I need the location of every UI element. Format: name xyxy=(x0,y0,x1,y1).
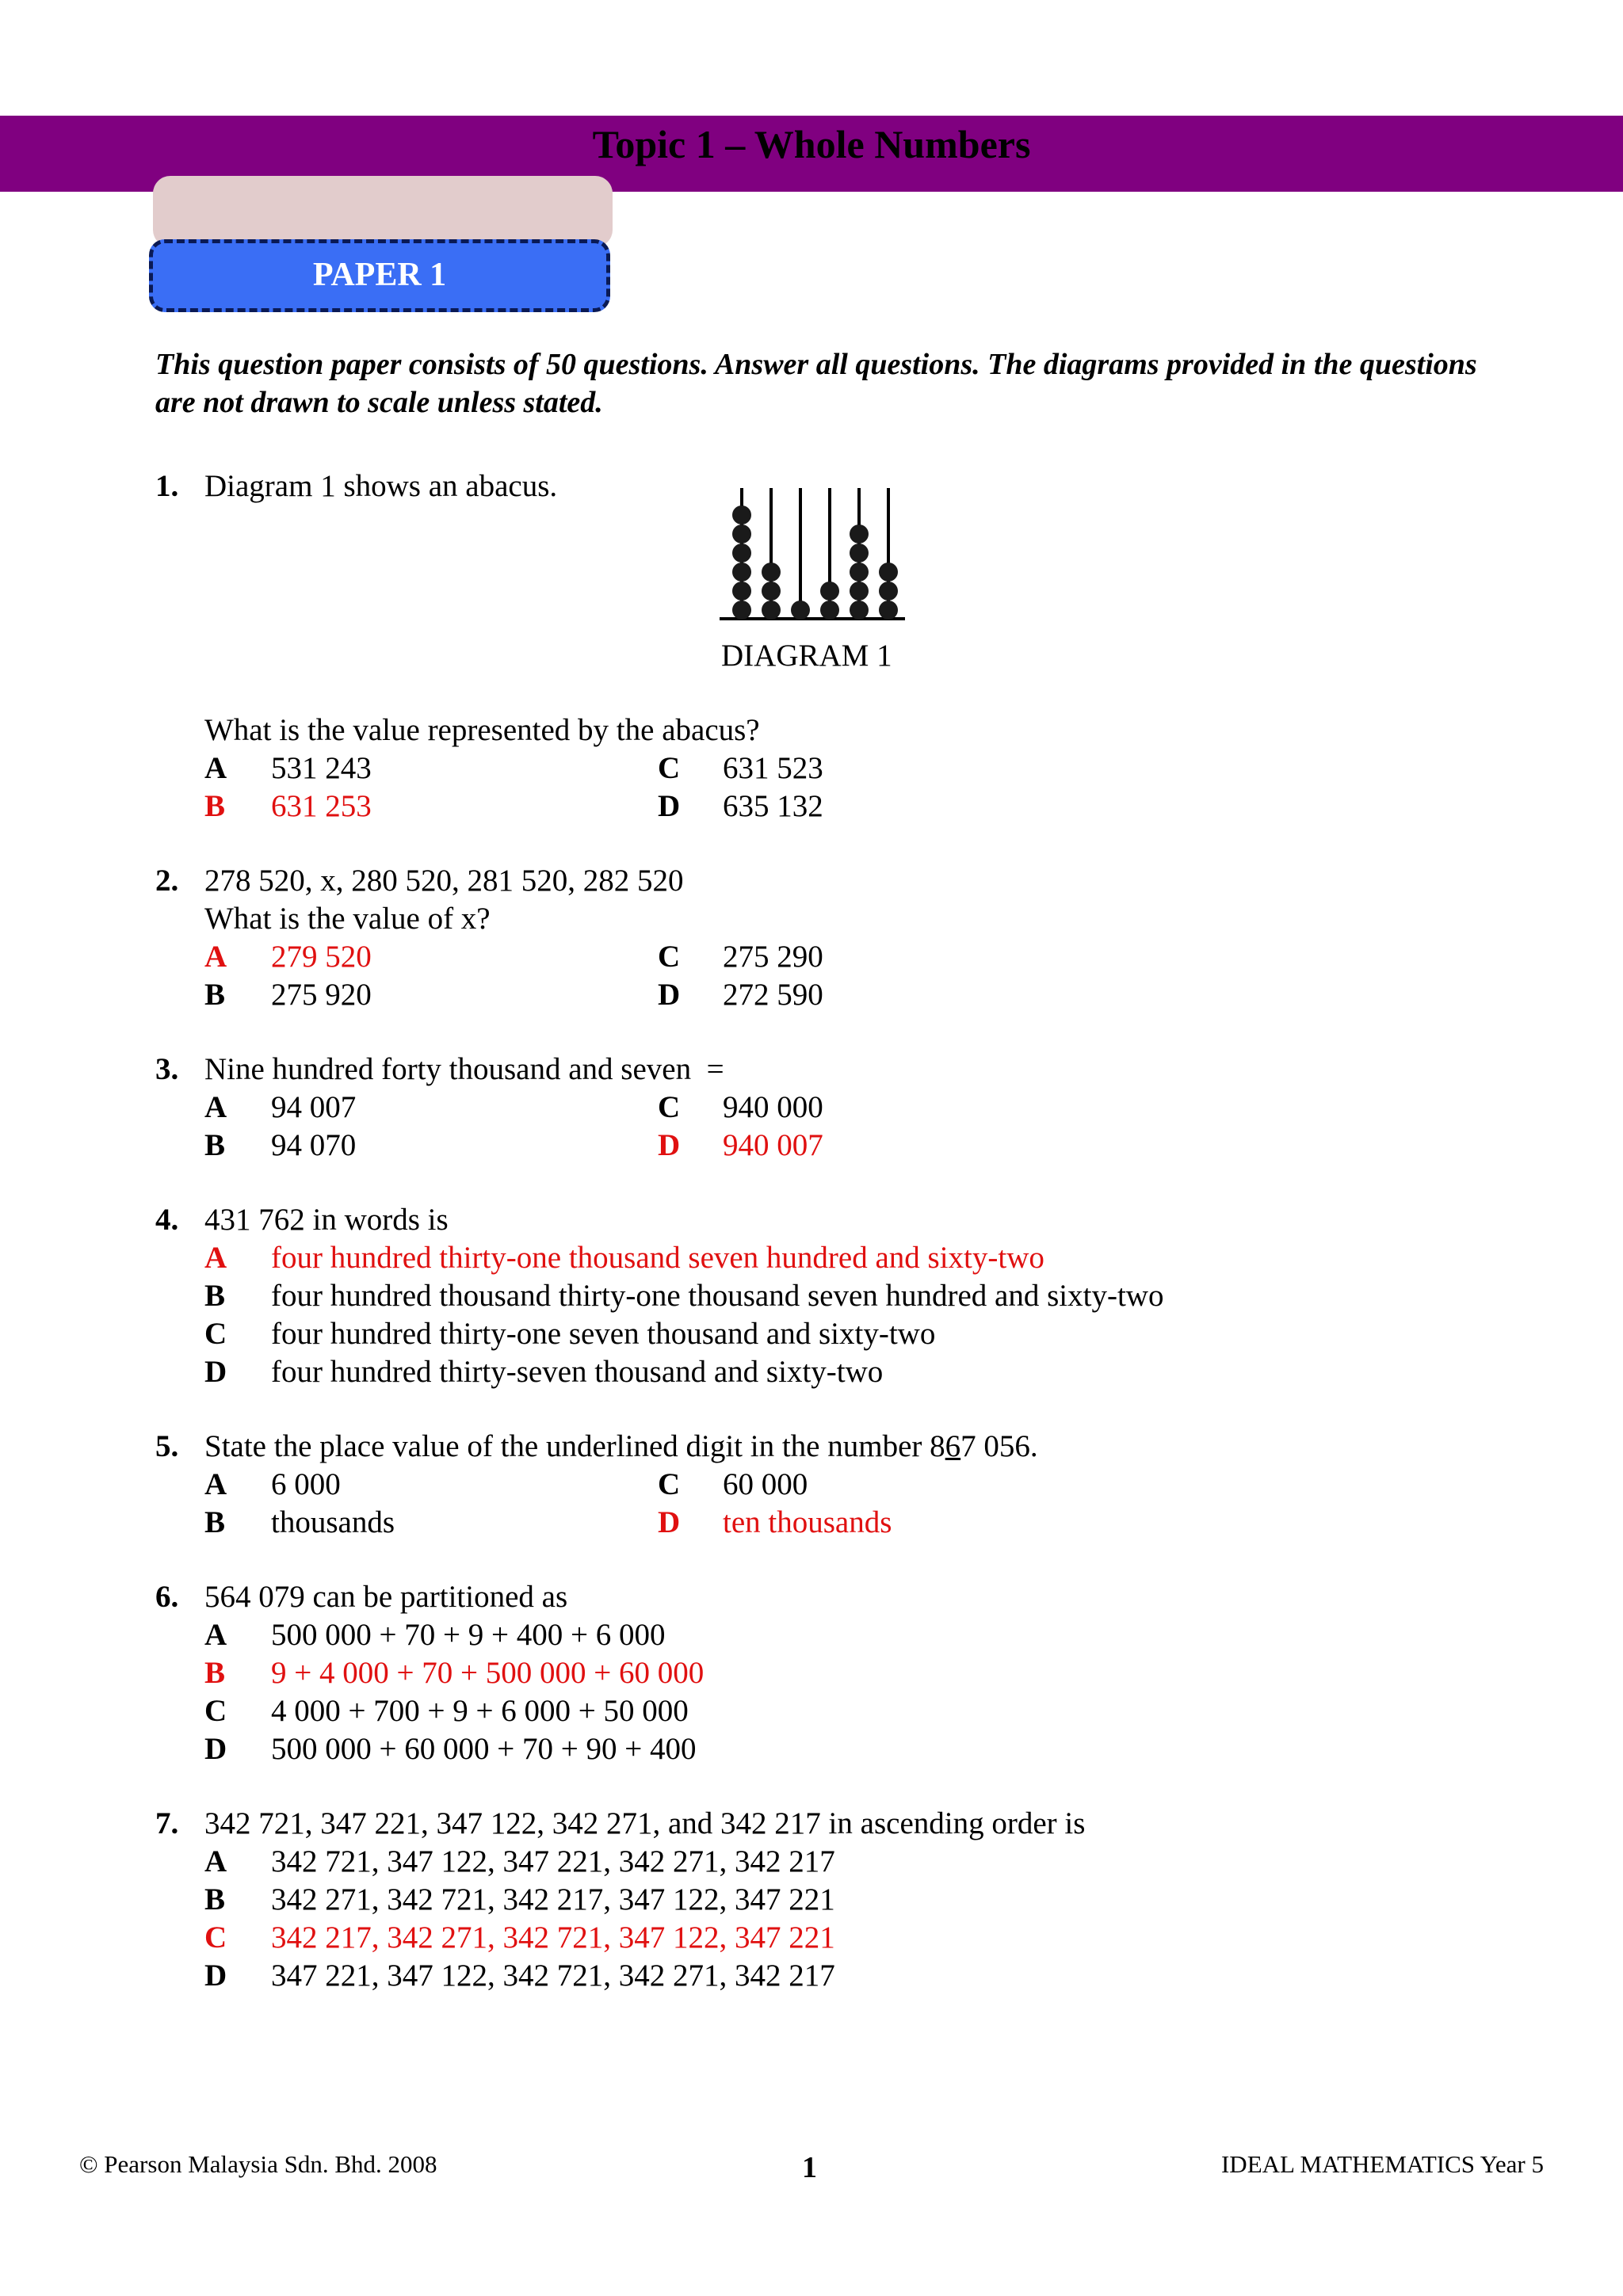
question-text: What is the value of x? xyxy=(204,902,491,936)
option-a-text: 500 000 + 70 + 9 + 400 + 6 000 xyxy=(271,1618,666,1652)
option-d-letter: D xyxy=(658,978,681,1012)
abacus-bead xyxy=(879,563,898,582)
abacus-bead xyxy=(879,601,898,620)
option-b-text: thousands xyxy=(271,1505,395,1539)
question-stem: 278 520, x, 280 520, 281 520, 282 520 xyxy=(204,864,684,898)
page-number: 1 xyxy=(802,2151,817,2184)
option-a-text: 6 000 xyxy=(271,1467,341,1501)
question-number: 6. xyxy=(155,1580,179,1614)
option-c-text: 275 290 xyxy=(723,940,823,974)
abacus-bead xyxy=(732,582,751,601)
abacus-bead xyxy=(850,543,869,563)
option-a-text: 531 243 xyxy=(271,751,372,785)
diagram-caption: DIAGRAM 1 xyxy=(721,639,892,673)
question-stem: 564 079 can be partitioned as xyxy=(204,1580,568,1614)
question-stem: Nine hundred forty thousand and seven = xyxy=(204,1052,724,1086)
question-number: 5. xyxy=(155,1429,179,1463)
option-a-letter: A xyxy=(204,751,227,785)
option-a-letter: A xyxy=(204,1467,227,1501)
option-b-letter: B xyxy=(204,1128,226,1162)
option-d-text: 500 000 + 60 000 + 70 + 90 + 400 xyxy=(271,1732,697,1766)
abacus-bead xyxy=(791,601,810,620)
option-a-letter: A xyxy=(204,1618,227,1652)
abacus-bead xyxy=(820,582,839,601)
abacus-bead xyxy=(879,582,898,601)
option-c-letter: C xyxy=(204,1920,227,1955)
abacus-bead xyxy=(820,601,839,620)
stem-text: State the place value of the underlined digit in the number 8 xyxy=(204,1429,945,1463)
option-b-letter: B xyxy=(204,1279,226,1313)
abacus-bead xyxy=(762,582,781,601)
question-stem: 342 721, 347 221, 347 122, 342 271, and 342 217 in ascending order is xyxy=(204,1806,1086,1840)
option-d-letter: D xyxy=(204,1355,227,1389)
paper-badge-shadow xyxy=(153,176,613,247)
abacus-bead xyxy=(850,601,869,620)
footer-book-title: IDEAL MATHEMATICS Year 5 xyxy=(1220,2150,1544,2178)
abacus-bead xyxy=(850,563,869,582)
option-d-letter: D xyxy=(204,1732,227,1766)
option-c-letter: C xyxy=(658,940,681,974)
option-d-text: 940 007 xyxy=(723,1128,823,1162)
instructions: This question paper consists of 50 questions. Answer all questions. The diagrams provided in the questions are not drawn to scale unless stated. xyxy=(155,348,1477,419)
option-b-text: 631 253 xyxy=(271,789,372,823)
page-title: Topic 1 – Whole Numbers xyxy=(592,122,1031,166)
option-d-letter: D xyxy=(658,1505,681,1539)
option-a-letter: A xyxy=(204,940,227,974)
option-b-text: 94 070 xyxy=(271,1128,357,1162)
option-d-text: ten thousands xyxy=(723,1505,892,1539)
abacus-bead xyxy=(850,582,869,601)
abacus-bead xyxy=(732,524,751,543)
question-stem: 431 762 in words is xyxy=(204,1203,449,1237)
option-b-letter: B xyxy=(204,789,226,823)
abacus-bead xyxy=(762,563,781,582)
option-a-text: 94 007 xyxy=(271,1090,357,1124)
option-a-text: four hundred thirty-one thousand seven hundred and sixty-two xyxy=(271,1241,1044,1275)
question-stem xyxy=(204,1428,1038,1466)
option-c-text: 4 000 + 700 + 9 + 6 000 + 50 000 xyxy=(271,1694,689,1728)
option-c-letter: C xyxy=(658,1090,681,1124)
abacus-bead xyxy=(732,543,751,563)
question-number: 2. xyxy=(155,864,179,898)
option-b-text: 9 + 4 000 + 70 + 500 000 + 60 000 xyxy=(271,1656,705,1690)
question-number: 3. xyxy=(155,1052,179,1086)
option-b-text: four hundred thousand thirty-one thousand seven hundred and sixty-two xyxy=(271,1279,1164,1313)
abacus-bead xyxy=(732,563,751,582)
question-text: What is the value represented by the abacus? xyxy=(204,713,760,747)
option-c-letter: C xyxy=(658,1467,681,1501)
question-number: 1. xyxy=(155,469,179,503)
option-d-letter: D xyxy=(658,1128,681,1162)
option-b-letter: B xyxy=(204,1505,226,1539)
abacus-bead xyxy=(762,601,781,620)
option-a-letter: A xyxy=(204,1090,227,1124)
option-b-text: 275 920 xyxy=(271,978,372,1012)
option-d-text: 635 132 xyxy=(723,789,823,823)
abacus-diagram xyxy=(713,482,911,627)
option-d-letter: D xyxy=(204,1958,227,1993)
underlined-digit: 6 xyxy=(945,1429,961,1463)
option-c-text: 60 000 xyxy=(723,1467,808,1501)
option-b-letter: B xyxy=(204,978,226,1012)
option-a-text: 342 721, 347 122, 347 221, 342 271, 342 217 xyxy=(271,1844,835,1878)
question-number: 7. xyxy=(155,1806,179,1840)
option-d-text: four hundred thirty-seven thousand and sixty-two xyxy=(271,1355,884,1389)
option-c-text: 940 000 xyxy=(723,1090,823,1124)
option-a-text: 279 520 xyxy=(271,940,372,974)
option-a-letter: A xyxy=(204,1241,227,1275)
option-c-text: 631 523 xyxy=(723,751,823,785)
option-b-letter: B xyxy=(204,1656,226,1690)
footer-copyright: © Pearson Malaysia Sdn. Bhd. 2008 xyxy=(79,2150,437,2178)
question-number: 4. xyxy=(155,1203,179,1237)
option-c-letter: C xyxy=(204,1317,227,1351)
abacus-bead xyxy=(732,505,751,524)
option-c-text: four hundred thirty-one seven thousand and sixty-two xyxy=(271,1317,936,1351)
paper-badge: PAPER 1 xyxy=(149,239,610,312)
option-d-letter: D xyxy=(658,789,681,823)
question-stem: Diagram 1 shows an abacus. xyxy=(204,469,558,503)
option-b-letter: B xyxy=(204,1882,226,1917)
option-b-text: 342 271, 342 721, 342 217, 347 122, 347 221 xyxy=(271,1882,835,1917)
abacus-bead xyxy=(732,601,751,620)
option-a-letter: A xyxy=(204,1844,227,1878)
stem-text-end: 7 056. xyxy=(960,1429,1038,1463)
option-d-text: 272 590 xyxy=(723,978,823,1012)
option-c-letter: C xyxy=(204,1694,227,1728)
option-c-letter: C xyxy=(658,751,681,785)
option-c-text: 342 217, 342 271, 342 721, 347 122, 347 221 xyxy=(271,1920,835,1955)
abacus-bead xyxy=(850,524,869,543)
option-d-text: 347 221, 347 122, 342 721, 342 271, 342 217 xyxy=(271,1958,835,1993)
